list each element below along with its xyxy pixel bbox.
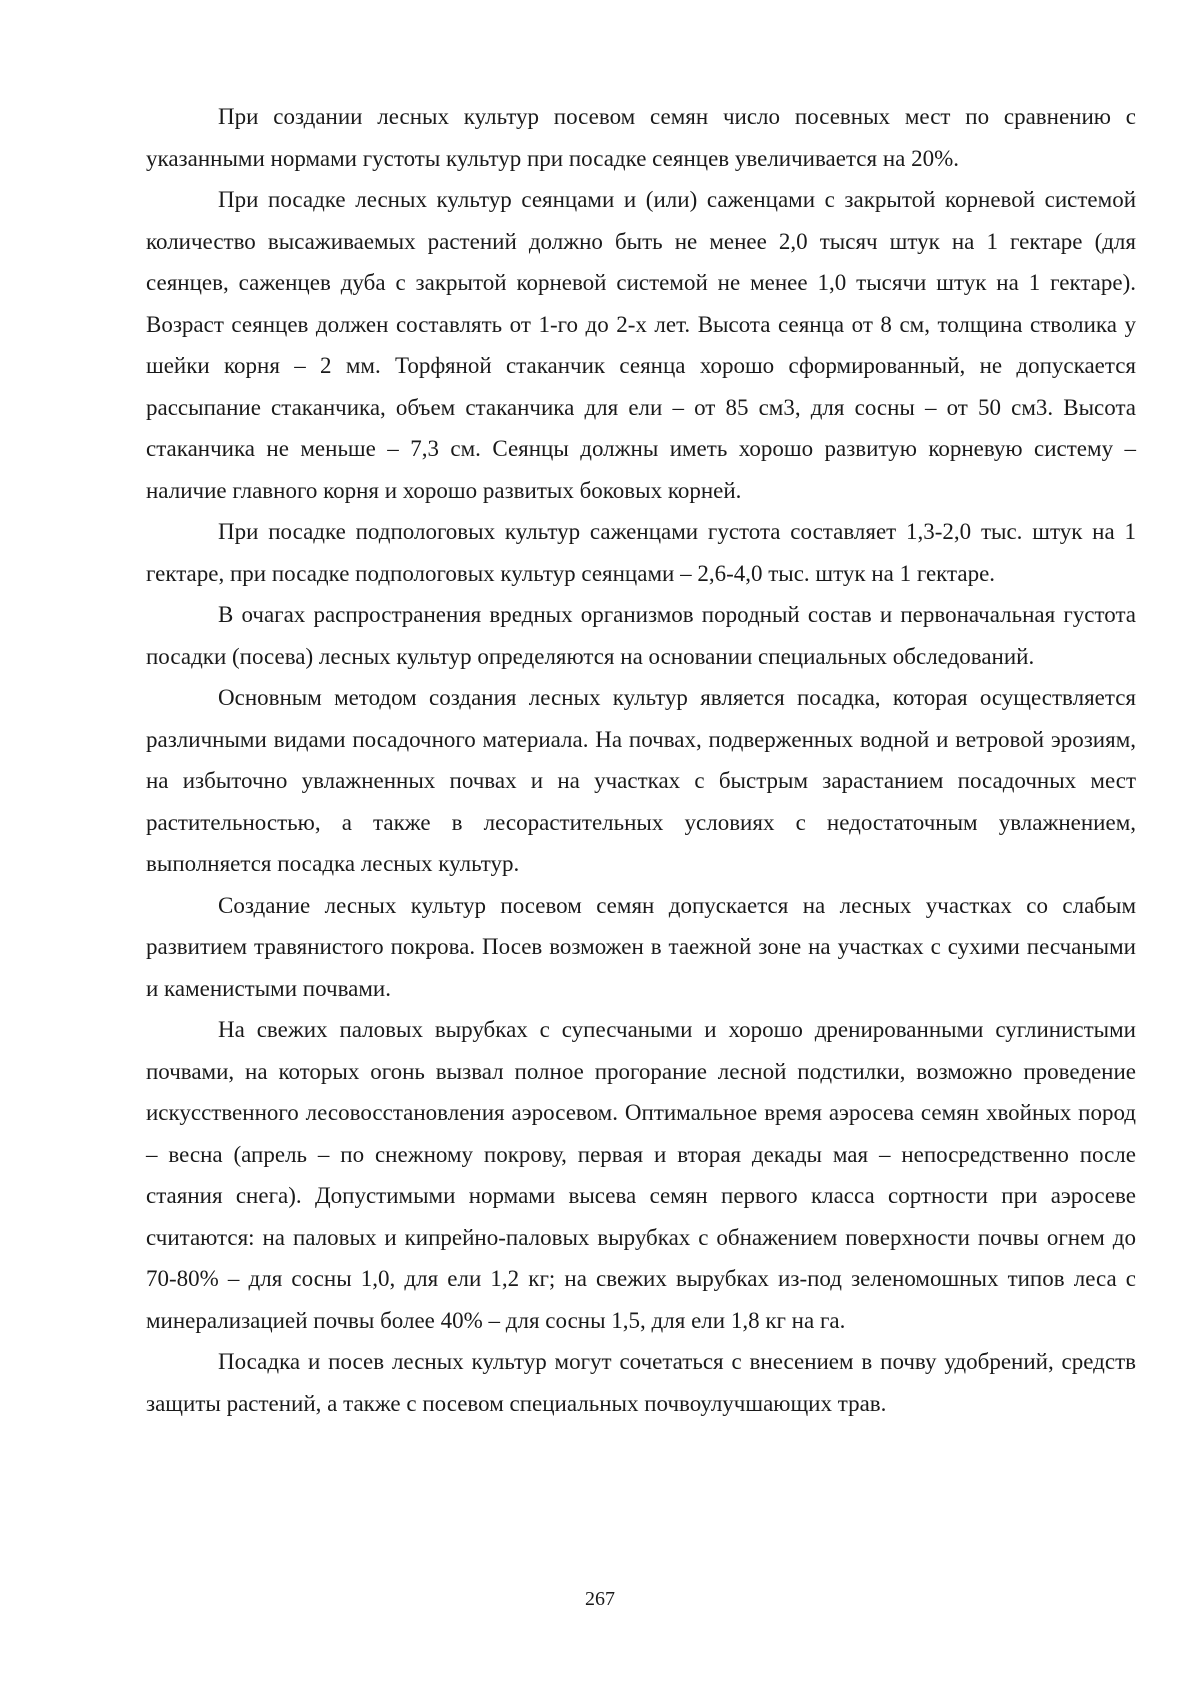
body-text bbox=[146, 96, 1136, 1424]
paragraph-5: Основным методом создания лесных культур является посадка, которая осуществляется различными видами посадочного материала. На почвах, подверженных водной и ветровой эрозиям, на избыточно увлажненных почвах и на участках с быстрым зарастанием посадочных мест растительностью, а также в лесорастительных условиях с недостаточным увлажнением, выполняется посадка лесных культур. bbox=[146, 685, 1136, 876]
paragraph-2: При посадке лесных культур сеянцами и (или) саженцами с закрытой корневой системой количество высаживаемых растений должно быть не менее 2,0 тысяч штук на 1 гектаре (для сеянцев, саженцев дуба с закрытой корневой системой не менее 1,0 тысячи штук на 1 гектаре). Возраст сеянцев должен составлять от 1-го до 2-х лет. Высота сеянца от 8 см, толщина стволика у шейки корня – 2 мм. Торфяной стаканчик сеянца хорошо сформированный, не допускается рассыпание стаканчика, объем стаканчика для ели – от 85 см3, для сосны – от 50 см3. Высота стаканчика не меньше – 7,3 см. Сеянцы должны иметь хорошо развитую корневую систему – наличие главного корня и хорошо развитых боковых корней. bbox=[146, 187, 1136, 503]
paragraph-1: При создании лесных культур посевом семян число посевных мест по сравнению с указанными нормами густоты культур при посадке сеянцев увеличивается на 20%. bbox=[146, 104, 1136, 171]
paragraph-8: Посадка и посев лесных культур могут сочетаться с внесением в почву удобрений, средств защиты растений, а также с посевом специальных почвоулучшающих трав. bbox=[146, 1349, 1136, 1416]
paragraph-3: При посадке подпологовых культур саженцами густота составляет 1,3-2,0 тыс. штук на 1 гектаре, при посадке подпологовых культур сеянцами – 2,6-4,0 тыс. штук на 1 гектаре. bbox=[146, 519, 1136, 586]
paragraph-4: В очагах распространения вредных организмов породный состав и первоначальная густота посадки (посева) лесных культур определяются на основании специальных обследований. bbox=[146, 602, 1136, 669]
paragraph-6: Создание лесных культур посевом семян допускается на лесных участках со слабым развитием травянистого покрова. Посев возможен в таежной зоне на участках с сухими песчаными и каменистыми почвами. bbox=[146, 892, 1136, 1001]
page-number: 267 bbox=[585, 1588, 615, 1610]
paragraph-7: На свежих паловых вырубках с супесчаными и хорошо дренированными суглинистыми почвами, на которых огонь вызвал полное прогорание лесной подстилки, возможно проведение искусственного лесовосстановления аэросевом. Оптимальное время аэросева семян хвойных пород – весна (апрель – по снежному покрову, первая и вторая декады мая – непосредственно после стаяния снега). Допустимыми нормами высева семян первого класса сортности при аэросеве считаются: на паловых и кипрейно-паловых вырубках с обнажением поверхности почвы огнем до 70-80% – для сосны 1,0, для ели 1,2 кг; на свежих вырубках из-под зеленомошных типов леса с минерализацией почвы более 40% – для сосны 1,5, для ели 1,8 кг на га. bbox=[146, 1017, 1136, 1333]
